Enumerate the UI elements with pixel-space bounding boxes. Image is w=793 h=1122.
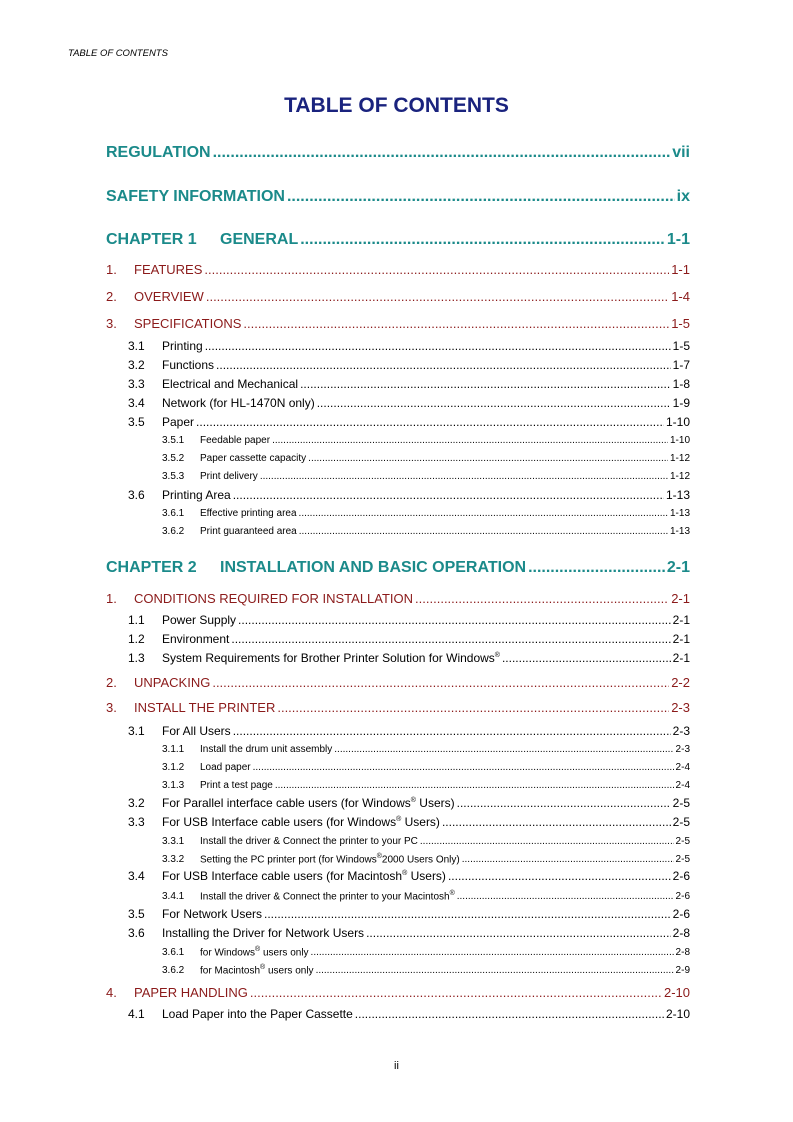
toc-label: PAPER HANDLING [134,985,248,1000]
toc-num: 3.4.1 [162,891,185,903]
toc-page: 1-13 [665,488,690,502]
toc-page: 2-6 [672,907,690,921]
toc-num: 2. [106,289,117,304]
toc-page: 1-13 [669,508,690,519]
toc-page: 1-10 [665,415,690,429]
toc-entry[interactable] [128,415,690,429]
toc-page: 2-1 [672,632,690,646]
toc-label: FEATURES [134,262,203,277]
toc-entry[interactable] [128,632,690,646]
toc-page: 2-3 [671,700,690,715]
toc-label: Install the driver & Connect the printer to your PC [200,836,418,847]
toc-page: 1-9 [672,396,690,410]
toc-num: 3.1 [128,724,145,738]
toc-num: 3.1.1 [162,744,185,755]
toc-label: REGULATION [106,144,211,161]
toc-entry[interactable] [162,836,690,847]
toc-page: ix [676,188,690,205]
toc-entry-chapter1[interactable] [106,231,690,249]
toc-label: Installing the Driver for Network Users [162,926,365,940]
toc-label: Network (for HL-1470N only) [162,396,315,410]
toc-page: 2-6 [672,869,690,883]
toc-num: 3.5 [128,415,145,429]
toc-label: System Requirements for Brother Printer Solution for Windows® [162,651,500,665]
toc-label: Electrical and Mechanical [162,377,299,391]
toc-label: Install the driver & Connect the printer to your Macintosh® [200,890,455,903]
toc-num: 3.3 [128,815,145,829]
toc-entry[interactable] [162,946,690,958]
toc-label: Paper [162,415,195,429]
toc-label: Setting the PC printer port (for Windows®2000 Users Only) [200,853,460,866]
toc-page: 1-5 [671,316,690,331]
toc-num: 3.6 [128,926,145,940]
toc-entry[interactable] [128,796,690,810]
toc-label: For All Users [162,724,231,738]
toc-page: 1-5 [672,339,690,353]
toc-num: 1. [106,591,117,606]
toc-page: 2-1 [672,651,690,665]
toc-num: 3.2 [128,796,145,810]
toc-label: For Parallel interface cable users (for Windows® Users) [162,796,455,810]
toc-page: 2-10 [665,1007,690,1021]
toc-num: 3.6.1 [162,947,185,959]
toc-entry[interactable] [128,396,690,410]
toc-page: 2-5 [672,815,690,829]
toc-num: 3.4 [128,869,145,883]
toc-entry-safety[interactable] [106,188,690,206]
toc-num: 3. [106,316,117,331]
toc-num: 3.3.2 [162,854,185,866]
toc-label: For USB Interface cable users (for Macintosh® Users) [162,869,446,883]
toc-num: 3.5 [128,907,145,921]
toc-entry[interactable] [106,985,690,1000]
toc-page: 1-12 [669,471,690,482]
toc-page: 1-13 [669,526,690,537]
toc-num: 3. [106,700,117,715]
toc-entry[interactable] [128,724,690,738]
toc-label: Print delivery [200,471,258,482]
toc-page: 1-12 [669,453,690,464]
toc-label: SPECIFICATIONS [134,316,242,331]
toc-entry[interactable] [162,762,690,773]
toc-page: 1-10 [669,435,690,446]
toc-label: Environment [162,632,230,646]
toc-entry[interactable] [128,339,690,353]
toc-page: 2-6 [675,891,690,903]
toc-entry[interactable] [162,744,690,755]
toc-page: 1-4 [671,289,690,304]
toc-label: Paper cassette capacity [200,453,307,464]
toc-label: Print a test page [200,780,273,791]
toc-num: 1. [106,262,117,277]
toc-num: 3.2 [128,358,145,372]
toc-label: Load paper [200,762,251,773]
toc-entry[interactable] [106,675,690,690]
toc-label: INSTALL THE PRINTER [134,700,276,715]
toc-entry[interactable] [106,700,690,715]
toc-page: 2-3 [672,724,690,738]
toc-label: for Macintosh® users only [200,964,314,977]
toc-num: 3.3.1 [162,836,185,847]
toc-entry[interactable] [106,316,690,331]
toc-page: 1-8 [672,377,690,391]
toc-label: For USB Interface cable users (for Windows® Users) [162,815,440,829]
toc-label: OVERVIEW [134,289,204,304]
toc-entry[interactable] [128,926,690,940]
toc-num: 3.6.1 [162,508,185,519]
toc-entry[interactable] [162,890,690,902]
toc-entry[interactable] [128,358,690,372]
toc-label: Power Supply [162,613,237,627]
toc-page: 2-4 [675,780,690,791]
toc-label: SAFETY INFORMATION [106,188,285,205]
toc-num: 3.6 [128,488,145,502]
running-header: TABLE OF CONTENTS [68,48,168,59]
toc-page: 2-3 [675,744,690,755]
toc-page: 1-1 [666,231,690,248]
toc-num: 3.6.2 [162,965,185,977]
toc-num: 3.1.2 [162,762,185,773]
toc-label: For Network Users [162,907,263,921]
toc-page: 2-4 [675,762,690,773]
toc-num: CHAPTER 2 [106,559,197,576]
toc-num: 4.1 [128,1007,145,1021]
toc-page: 1-1 [671,262,690,277]
toc-page: 2-2 [671,675,690,690]
toc-label: Print guaranteed area [200,526,297,537]
toc-entry[interactable] [162,780,690,791]
toc-label: Effective printing area [200,508,297,519]
toc-entry[interactable] [162,471,690,482]
toc-num: 1.3 [128,651,145,665]
toc-label: INSTALLATION AND BASIC OPERATION [220,559,527,576]
toc-entry[interactable] [128,488,690,502]
toc-entry-chapter2[interactable] [106,559,690,577]
toc-num: 3.5.1 [162,435,185,446]
toc-entry[interactable] [128,907,690,921]
toc-page: 2-1 [672,613,690,627]
toc-page: 2-1 [666,559,690,576]
toc-page: 2-5 [675,854,690,866]
toc-label: for Windows® users only [200,946,309,959]
toc-label: Functions [162,358,215,372]
toc-num: 3.3 [128,377,145,391]
toc-entry[interactable] [162,964,690,976]
toc-label: UNPACKING [134,675,211,690]
toc-page: 2-5 [675,836,690,847]
toc-num: 3.1 [128,339,145,353]
toc-num: 1.2 [128,632,145,646]
page-title: TABLE OF CONTENTS [284,94,509,117]
toc-num: CHAPTER 1 [106,231,197,248]
toc-num: 3.1.3 [162,780,185,791]
toc-entry[interactable] [128,869,690,883]
toc-label: Printing [162,339,203,353]
toc-label: GENERAL [220,231,299,248]
toc-entry[interactable] [162,508,690,519]
toc-label: Install the drum unit assembly [200,744,333,755]
toc-entry[interactable] [162,453,690,464]
toc-entry[interactable] [128,651,690,665]
toc-num: 3.5.2 [162,453,185,464]
toc-num: 4. [106,985,117,1000]
toc-label: Feedable paper [200,435,271,446]
toc-entry[interactable] [128,815,690,829]
toc-label: CONDITIONS REQUIRED FOR INSTALLATION [134,591,414,606]
toc-entry-regulation[interactable] [106,144,690,162]
toc-entry[interactable] [162,526,690,537]
toc-entry[interactable] [106,262,690,277]
toc-page: vii [672,144,690,161]
toc-num: 3.6.2 [162,526,185,537]
toc-num: 3.5.3 [162,471,185,482]
toc-entry[interactable] [106,289,690,304]
toc-entry[interactable] [128,1007,690,1021]
page-number: ii [394,1060,399,1072]
toc-page: 1-7 [672,358,690,372]
toc-entry[interactable] [162,435,690,446]
toc-entry[interactable] [128,377,690,391]
toc-entry[interactable] [162,853,690,865]
toc-num: 1.1 [128,613,145,627]
toc-label: Printing Area [162,488,231,502]
toc-page: 2-8 [672,926,690,940]
toc-entry[interactable] [106,591,690,606]
toc-num: 2. [106,675,117,690]
toc-page: 2-9 [675,965,690,977]
toc-page: 2-5 [672,796,690,810]
toc-num: 3.4 [128,396,145,410]
toc-page: 2-8 [675,947,690,959]
toc-page: 2-1 [671,591,690,606]
toc-entry[interactable] [128,613,690,627]
toc-page: 2-10 [663,985,690,1000]
toc-label: Load Paper into the Paper Cassette [162,1007,353,1021]
